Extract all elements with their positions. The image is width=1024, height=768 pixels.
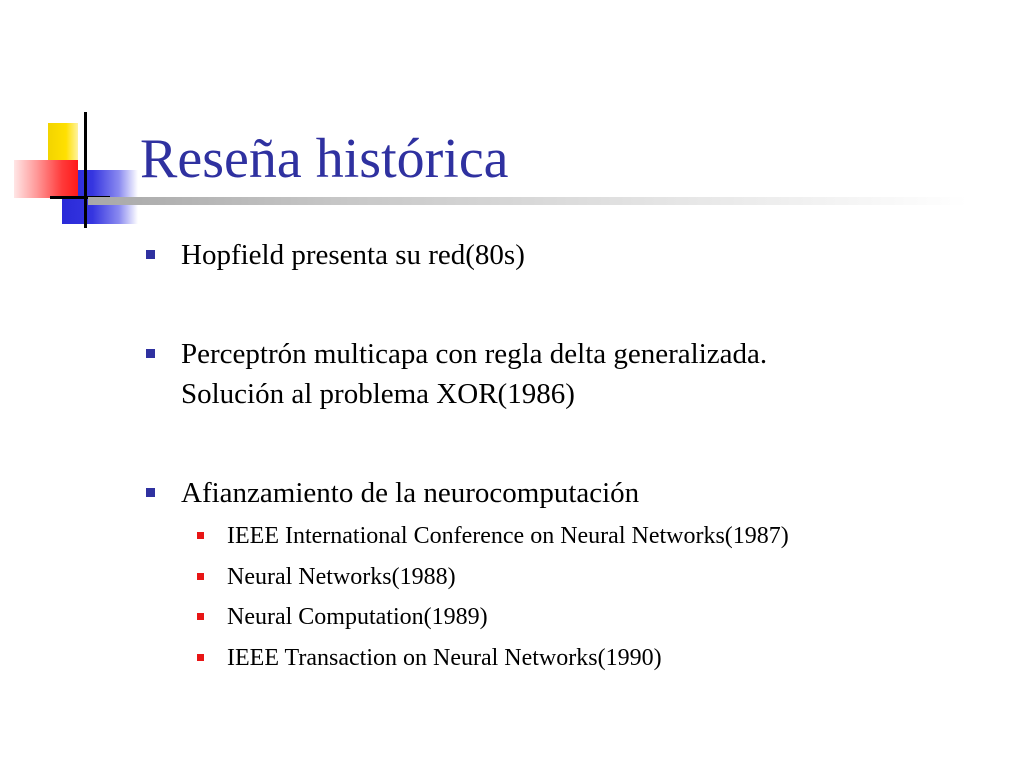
- square-bullet-icon: [197, 532, 204, 539]
- square-bullet-icon: [146, 488, 155, 497]
- bullet-text: Solución al problema XOR(1986): [181, 378, 575, 410]
- sub-bullet-text: IEEE Transaction on Neural Networks(1990): [227, 645, 662, 671]
- square-bullet-icon: [146, 250, 155, 259]
- bullet-text: Afianzamiento de la neurocomputación: [181, 477, 640, 509]
- square-bullet-icon: [146, 349, 155, 358]
- bullet-text: Hopfield presenta su red(80s): [181, 239, 525, 271]
- bullet-text: Perceptrón multicapa con regla delta generalizada.: [181, 338, 768, 370]
- sub-bullet-text: IEEE International Conference on Neural Networks(1987): [227, 523, 789, 549]
- sub-bullet-text: Neural Computation(1989): [227, 604, 488, 630]
- square-bullet-icon: [197, 613, 204, 620]
- square-bullet-icon: [197, 654, 204, 661]
- slide-title: Reseña histórica: [140, 128, 509, 190]
- square-bullet-icon: [197, 573, 204, 580]
- sub-bullet-text: Neural Networks(1988): [227, 564, 456, 590]
